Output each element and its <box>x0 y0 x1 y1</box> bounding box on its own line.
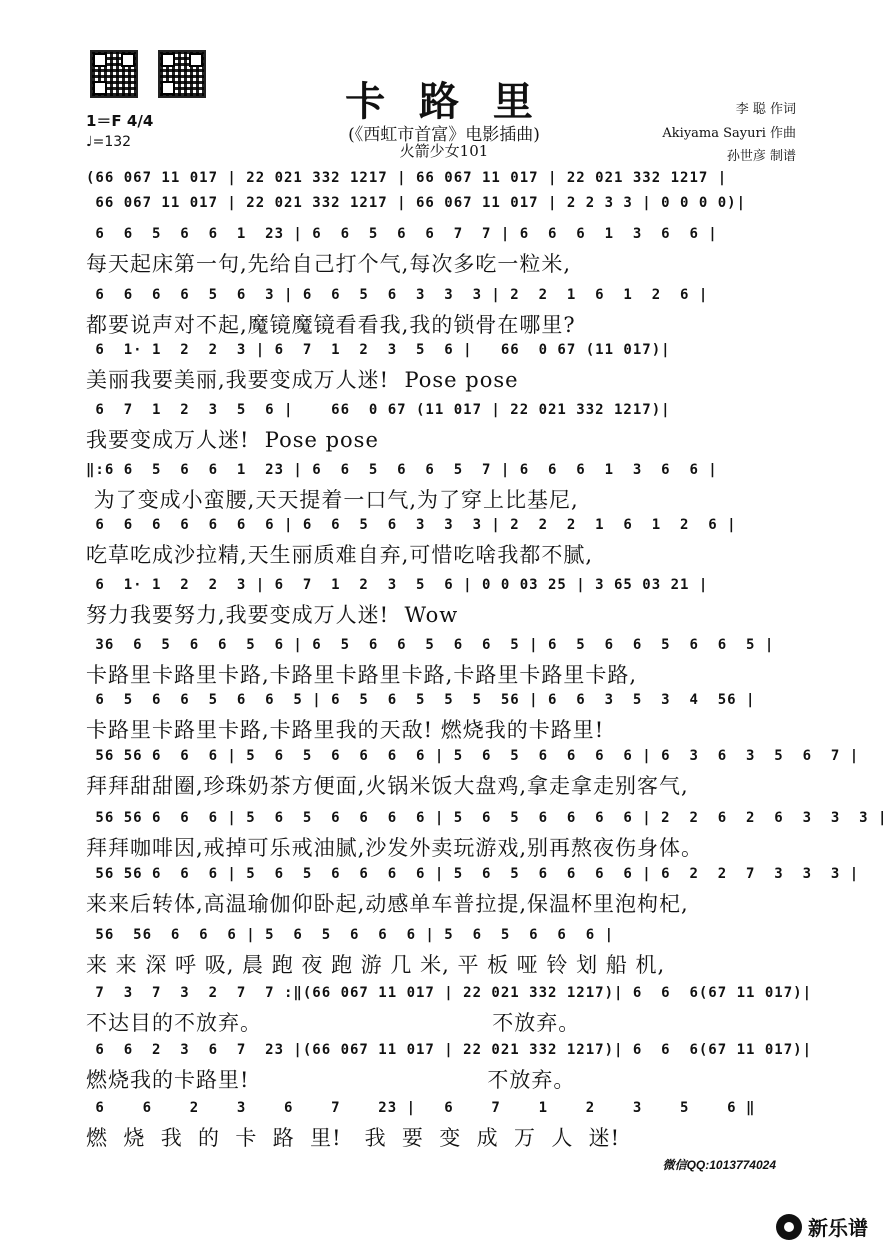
notation-row: 56 56 6 6 6 | 5 6 5 6 6 6 | 5 6 5 6 6 6 | <box>86 927 615 943</box>
contact-info: 微信QQ:1013774024 <box>662 1158 776 1172</box>
notation-row: 6 6 2 3 6 7 23 | 6 7 1 2 3 5 6 ‖ <box>86 1100 756 1116</box>
notation-row: ‖:6 6 5 6 6 1 23 | 6 6 5 6 6 5 7 | 6 6 6 1 3 6 6 | <box>86 462 718 478</box>
notation-row: 6 6 6 6 6 6 6 | 6 6 5 6 3 3 3 | 2 2 2 1 6 1 2 6 | <box>86 517 737 533</box>
lyric-row: 努力我要努力,我要变成万人迷! Wow <box>86 603 459 627</box>
brand-logo <box>776 1212 868 1241</box>
notation-row: 6 1· 1 2 2 3 | 6 7 1 2 3 5 6 | 0 0 03 25 | 3 65 03 21 | <box>86 577 709 593</box>
lyric-row: 来 来 深 呼 吸, 晨 跑 夜 跑 游 几 米, 平 板 哑 铃 划 船 机, <box>86 953 666 977</box>
notation-row: 6 6 2 3 6 7 23 |(66 067 11 017 | 22 021 332 1217)| 6 6 6(67 11 017)| <box>86 1042 813 1058</box>
notation-row: 6 5 6 6 5 6 6 5 | 6 5 6 5 5 5 56 | 6 6 3 5 3 4 56 | <box>86 692 756 708</box>
lyric-row: 卡路里卡路里卡路,卡路里我的天敌! 燃烧我的卡路里! <box>86 718 605 742</box>
lyric-row: 为了变成小蛮腰,天天提着一口气,为了穿上比基尼, <box>86 488 579 512</box>
lyricist-credit: 李 聪 作词 <box>735 102 796 117</box>
notation-row: 56 56 6 6 6 | 5 6 5 6 6 6 6 | 5 6 5 6 6 6 6 | 2 2 6 2 6 3 3 3 | <box>86 810 888 826</box>
song-subtitle: (《西虹市首富》电影插曲) <box>348 125 540 145</box>
lyric-row: 燃烧我的卡路里! 不放弃。 <box>86 1068 576 1092</box>
notation-row: 56 56 6 6 6 | 5 6 5 6 6 6 6 | 5 6 5 6 6 6 6 | 6 3 6 3 5 6 7 | <box>86 748 860 764</box>
lyric-row: 我要变成万人迷! Pose pose <box>86 428 379 452</box>
lyric-row: 都要说声对不起,魔镜魔镜看看我,我的锁骨在哪里? <box>86 313 576 337</box>
notation-row: 36 6 5 6 6 5 6 | 6 5 6 6 5 6 6 5 | 6 5 6 6 5 6 6 5 | <box>86 637 775 653</box>
notation-row: 7 3 7 3 2 7 7 :‖(66 067 11 017 | 22 021 332 1217)| 6 6 6(67 11 017)| <box>86 985 813 1001</box>
notation-row: 6 6 6 6 5 6 3 | 6 6 5 6 3 3 3 | 2 2 1 6 1 2 6 | <box>86 287 709 303</box>
tempo-marking: ♩=132 <box>86 134 132 150</box>
song-title: 卡 路 里 <box>345 78 543 125</box>
notation-row: (66 067 11 017 | 22 021 332 1217 | 66 067 11 017 | 22 021 332 1217 | <box>86 170 728 186</box>
notation-row: 6 6 5 6 6 1 23 | 6 6 5 6 6 7 7 | 6 6 6 1 3 6 6 | <box>86 226 718 242</box>
lyric-row: 不达目的不放弃。 不放弃。 <box>86 1011 581 1035</box>
lyric-row: 燃 烧 我 的 卡 路 里! 我 要 变 成 万 人 迷! <box>86 1126 621 1150</box>
notation-row: 56 56 6 6 6 | 5 6 5 6 6 6 6 | 5 6 5 6 6 6 6 | 6 2 2 7 3 3 3 | <box>86 866 860 882</box>
disc-icon <box>776 1214 802 1240</box>
notation-row: 66 067 11 017 | 22 021 332 1217 | 66 067 11 017 | 2 2 3 3 | 0 0 0 0)| <box>86 195 747 211</box>
lyric-row: 拜拜甜甜圈,珍珠奶茶方便面,火锅米饭大盘鸡,拿走拿走别客气, <box>86 774 689 798</box>
notation-row: 6 1· 1 2 2 3 | 6 7 1 2 3 5 6 | 66 0 67 (11 017)| <box>86 342 671 358</box>
lyric-row: 吃草吃成沙拉精,天生丽质难自弃,可惜吃啥我都不腻, <box>86 543 594 567</box>
lyric-row: 来来后转体,高温瑜伽仰卧起,动感单车普拉提,保温杯里泡枸杞, <box>86 892 689 916</box>
arranger-credit: 孙世彦 制谱 <box>726 149 796 164</box>
lyric-row: 卡路里卡路里卡路,卡路里卡路里卡路,卡路里卡路里卡路, <box>86 663 638 687</box>
lyric-row: 每天起床第一句,先给自己打个气,每次多吃一粒米, <box>86 252 572 276</box>
composer-credit: Akiyama Sayuri 作曲 <box>662 126 796 141</box>
brand-name: 新乐谱 <box>808 1216 868 1240</box>
lyric-row: 拜拜咖啡因,戒掉可乐戒油腻,沙发外卖玩游戏,别再熬夜伤身体。 <box>86 836 704 860</box>
key-signature: 1＝F 4/4 <box>86 112 154 130</box>
lyric-row: 美丽我要美丽,我要变成万人迷! Pose pose <box>86 368 519 392</box>
notation-row: 6 7 1 2 3 5 6 | 66 0 67 (11 017 | 22 021 332 1217)| <box>86 402 671 418</box>
singer: 火箭少女101 <box>399 142 489 160</box>
